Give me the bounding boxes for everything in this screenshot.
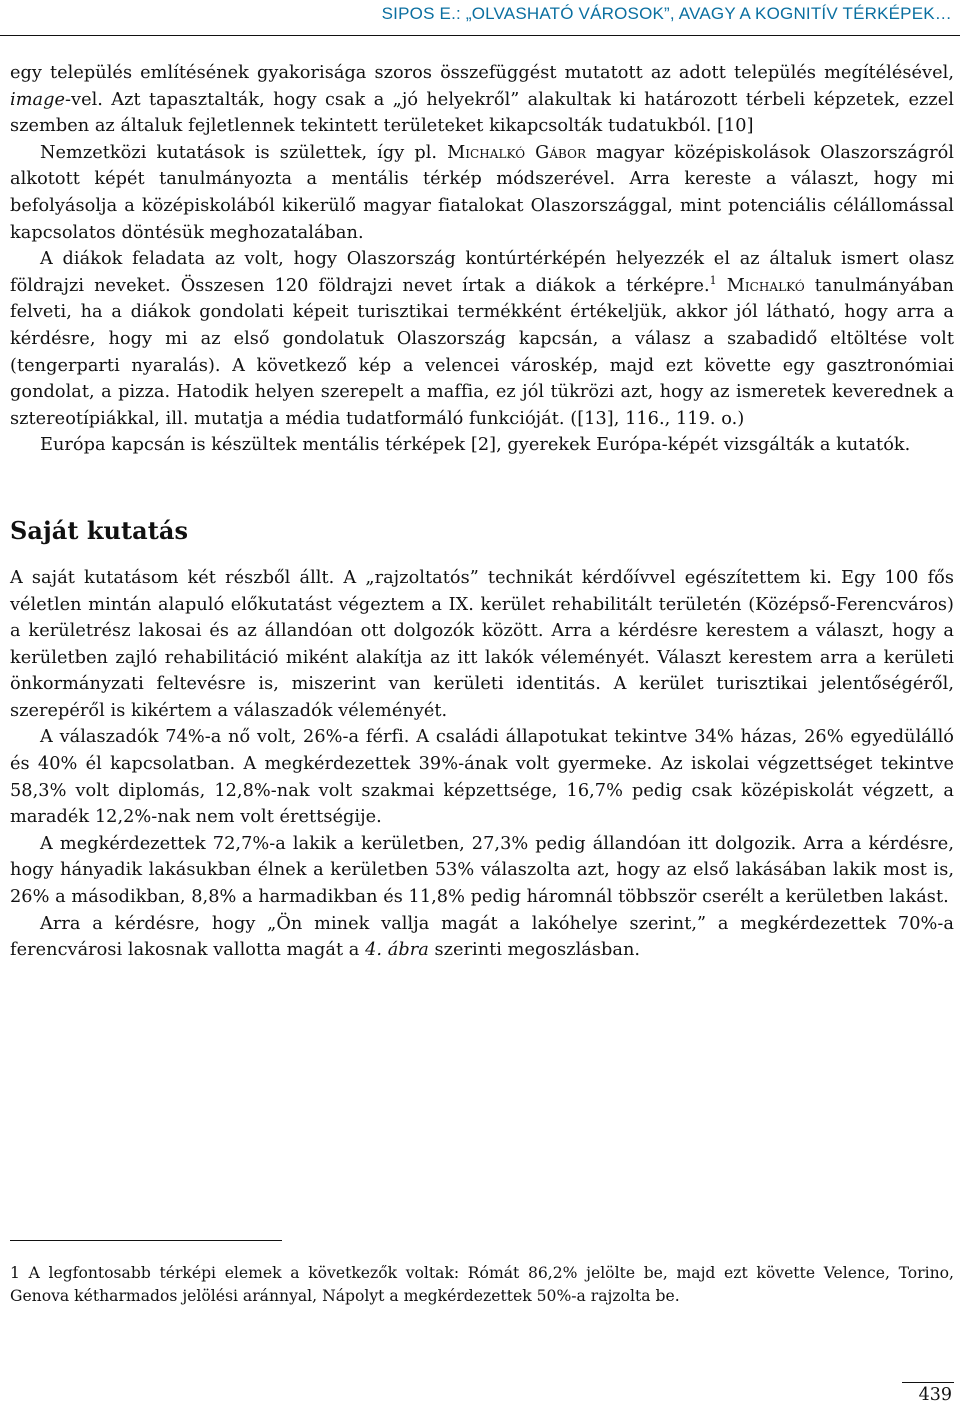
footnote xyxy=(10,1262,954,1308)
author-name: Michalkó xyxy=(716,275,805,296)
paragraph-text: A diákok feladata az volt, hogy Olaszország kontúrtérképén helyezzék el az általuk ismert olasz földrajzi neveket. Összesen 120 földrajzi nevet írtak a diákok a térképre. xyxy=(10,249,954,296)
section-heading: Saját kutatás xyxy=(10,515,189,545)
footnote-reference: 1 xyxy=(709,273,717,287)
footnote-number: 1 xyxy=(10,1264,20,1282)
paragraph: A megkérdezettek 72,7%-a lakik a kerületben, 27,3% pedig állandóan itt dolgozik. Arra a kérdésre, hogy hányadik lakásukban élnek a kerületben 53% válaszolta azt, hogy az első lakásában lakik most is, 26% a másodikban, 8,8% a harmadikban és 11,8% pedig háromnál többször cserélt a kerületben lakást. xyxy=(10,833,954,908)
paragraph-text: szerinti megoszlásban. xyxy=(428,940,641,961)
paragraph-text: Nemzetközi kutatások is születtek, így pl. xyxy=(40,142,448,163)
header-divider xyxy=(0,35,960,36)
paragraph-text: egy település említésének gyakorisága szoros összefüggést mutatott az adott település megítélésével, xyxy=(10,63,954,83)
footnote-divider xyxy=(10,1240,282,1241)
italic-term: image xyxy=(10,89,66,110)
body-text xyxy=(10,60,954,964)
paragraph xyxy=(10,60,954,140)
paragraph xyxy=(10,246,954,432)
paragraph xyxy=(10,140,954,246)
paragraph: A válaszadók 74%-a nő volt, 26%-a férfi. A családi állapotukat tekintve 34% házas, 26% egyedülálló és 40% él kapcsolatban. A megkérdezettek 39%-ának volt gyermeke. Az iskolai végzettséget tekintve 58,3% volt diplomás, 12,8%-nak volt szakmai képzettsége, 16,7% pedig csak középiskolát végzett, a maradék 12,2%-nak nem volt érettségije. xyxy=(10,727,954,828)
paragraph-text: -vel. Azt tapasztalták, hogy csak a „jó helyekről” alakultak ki határozott térbeli képzetek, ezzel szemben az általuk fejletlennek tekintett területeket kikapcsolták tudatukból. [10] xyxy=(10,89,954,137)
paragraph: A saját kutatásom két részből állt. A „rajzoltatós” technikát kérdőívvel egészítettem ki. Egy 100 fős véletlen mintán alapuló előkutatást végeztem a IX. kerület rehabilitált területén (Középső-Ferencváros) a kerületrész lakosai és az állandóan ott dolgozók között. Arra a kérdésre kerestem a választ, hogy a kerületben zajló rehabilitáció miként alakítja az itt lakók véleményét. Választ kerestem arra a kerületi önkormányzati feltevésre is, miszerint van kerületi identitás. A kerület turisztikai jelentőségéről, szerepéről is kikértem a válaszadók véleményét. xyxy=(10,567,954,721)
paragraph-text: magyar középiskolások Olaszországról alkotott képét tanulmányozta a mentális térkép módszerével. Arra kereste a választ, hogy mi befolyásolja a középiskolából kikerülő magyar fiatalokat Olaszországgal, mint potenciális célállomással kapcsolatos döntésük meghozatalában. xyxy=(10,142,955,243)
footnote-text: A legfontosabb térképi elemek a következők voltak: Rómát 86,2% jelölte be, majd ezt követte Velence, Torino, Genova kétharmados jelölési aránnyal, Nápolyt a megkérdezettek 50%-a rajzolta be. xyxy=(10,1264,954,1306)
page-number-divider xyxy=(902,1382,954,1383)
paragraph-text: tanulmányában felveti, ha a diákok gondolati képeit turisztikai termékként értékeljük, akkor jól látható, hogy arra a kérdésre, hogy mi az első gondolatuk Olaszország kapcsán, a válasz a szabadidő eltöltése volt (tengerparti nyaralás). A következő kép a velencei városkép, majd ezt követte egy gasztronómiai gondolat, a pizza. Hatodik helyen szerepelt a maffia, ez jól tükrözi azt, hogy az ismeretek keverednek a sztereotípiákkal, ill. mutatja a média tudatformáló funkcióját. ([13], 116., 119. o.) xyxy=(10,275,954,429)
paragraph-text: Arra a kérdésre, hogy „Ön minek vallja magát a lakóhelye szerint,” a megkérdezettek 70%-a ferencvárosi lakosnak vallotta magát a xyxy=(10,913,954,961)
page-number: 439 xyxy=(918,1385,952,1405)
figure-reference: 4. ábra xyxy=(365,940,429,961)
author-name: Michalkó Gábor xyxy=(447,142,587,163)
paragraph xyxy=(10,911,954,964)
paragraph: Európa kapcsán is készültek mentális térképek [2], gyerekek Európa-képét vizsgálták a kutatók. xyxy=(40,435,911,456)
running-header: SIPOS E.: „OLVASHATÓ VÁROSOK”, AVAGY A KOGNITÍV TÉRKÉPEK… xyxy=(381,4,952,23)
